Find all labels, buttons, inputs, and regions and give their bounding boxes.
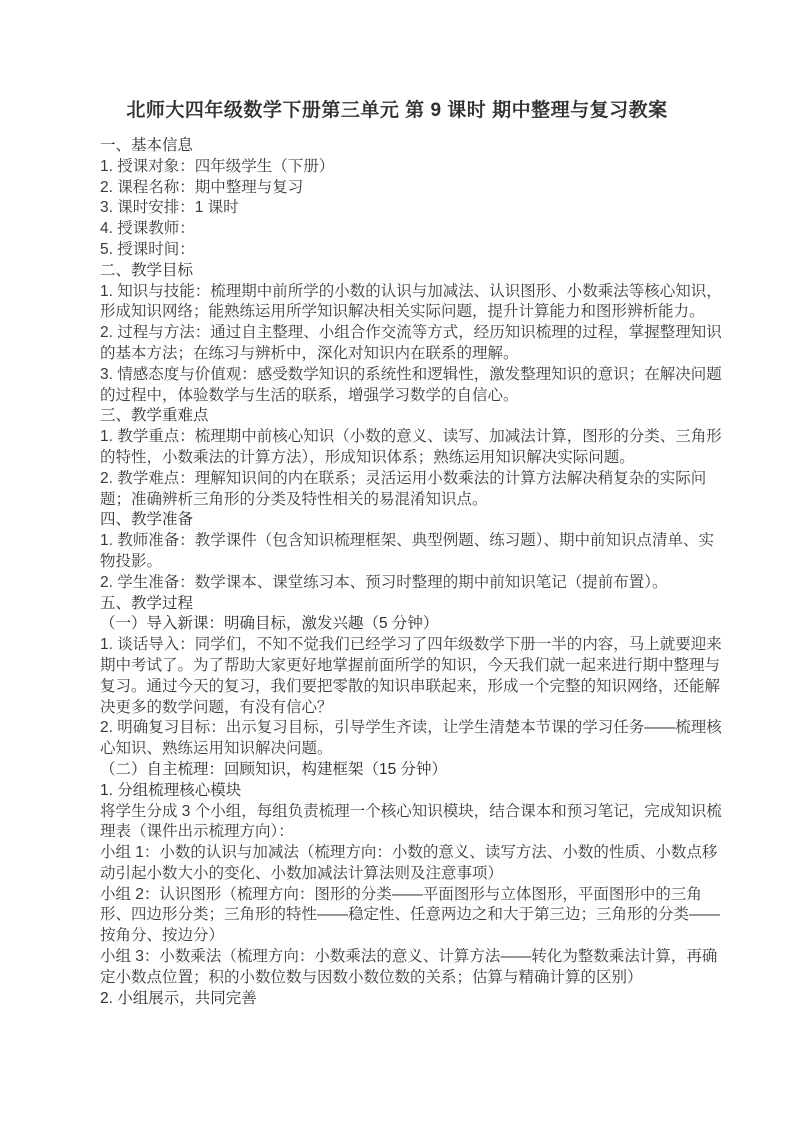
part1-talk-introduction: 1. 谈话导入：同学们，不知不觉我们已经学习了四年级数学下册一半的内容，马上就要迎来期中考试了。为了帮助大家更好地掌握前面所学的知识，今天我们就一起来进行期中整理与复习。通过今天的复习，我们要把零散的知识串联起来，形成一个完整的知识网络，还能解决更多的数学问题，有没有信心？ <box>100 636 722 716</box>
basic-info-item-time: 5. 授课时间： <box>100 240 195 258</box>
part2-step1-intro: 将学生分成 3 个小组，每组负责梳理一个核心知识模块，结合课本和预习笔记，完成知识梳理表（课件出示梳理方向）： <box>100 802 722 841</box>
basic-info-item-course-name: 2. 课程名称：期中整理与复习 <box>100 178 304 196</box>
part2-group2-task: 小组 2：认识图形（梳理方向：图形的分类——平面图形与立体图形，平面图形中的三角形、四边形分类；三角形的特性——稳定性、任意两边之和大于第三边；三角形的分类——按角分、按边分） <box>100 885 721 945</box>
basic-info-item-teacher: 4. 授课教师： <box>100 220 195 238</box>
objective-knowledge-skills: 1. 知识与技能：梳理期中前所学的小数的认识与加减法、认识图形、小数乘法等核心知识，形成知识网络；能熟练运用所学知识解决相关实际问题，提升计算能力和图形辨析能力。 <box>100 282 722 321</box>
part2-step1-heading: 1. 分组梳理核心模块 <box>100 781 242 799</box>
process-part2-heading: （二）自主梳理：回顾知识，构建框架（15 分钟） <box>100 760 448 778</box>
basic-info-item-periods: 3. 课时安排：1 课时 <box>100 199 239 217</box>
student-preparation: 2. 学生准备：数学课本、课堂练习本、预习时整理的期中前知识笔记（提前布置）。 <box>100 573 668 591</box>
objective-attitude-values: 3. 情感态度与价值观：感受数学知识的系统性和逻辑性，激发整理知识的意识；在解决问题的过程中，体验数学与生活的联系，增强学习数学的自信心。 <box>100 365 722 404</box>
teaching-focus: 1. 教学重点：梳理期中前核心知识（小数的意义、读写、加减法计算，图形的分类、三角形的特性，小数乘法的计算方法），形成知识体系；熟练运用知识解决实际问题。 <box>100 428 722 466</box>
section-heading-objectives: 二、教学目标 <box>100 261 194 279</box>
section-heading-key-points: 三、教学重难点 <box>100 407 209 425</box>
teaching-difficulty: 2. 教学难点：理解知识间的内在联系；灵活运用小数乘法的计算方法解决稍复杂的实际问题；准确辨析三角形的分类及特性相关的易混淆知识点。 <box>100 469 707 508</box>
teacher-preparation: 1. 教师准备：教学课件（包含知识梳理框架、典型例题、练习题）、期中前知识点清单、实物投影。 <box>100 532 714 570</box>
part2-group1-task: 小组 1：小数的认识与加减法（梳理方向：小数的意义、读写方法、小数的性质、小数点移动引起小数大小的变化、小数加减法计算法则及注意事项） <box>100 844 718 882</box>
basic-info-item-audience: 1. 授课对象：四年级学生（下册） <box>100 157 335 175</box>
part2-group3-task: 小组 3：小数乘法（梳理方向：小数乘法的意义、计算方法——转化为整数乘法计算，再确定小数点位置；积的小数位数与因数小数位数的关系；估算与精确计算的区别） <box>100 948 718 986</box>
document-title: 北师大四年级数学下册第三单元 第 9 课时 期中整理与复习教案 <box>126 100 668 121</box>
section-heading-process: 五、教学过程 <box>100 594 194 612</box>
section-heading-basic-info: 一、基本信息 <box>100 137 194 154</box>
part1-review-goal: 2. 明确复习目标：出示复习目标，引导学生齐读，让学生清楚本节课的学习任务——梳理核心知识、熟练运用知识解决问题。 <box>100 719 722 758</box>
section-heading-preparation: 四、教学准备 <box>100 511 194 529</box>
part2-step2-heading: 2. 小组展示，共同完善 <box>100 989 257 1007</box>
document-body <box>100 136 722 1009</box>
objective-process-methods: 2. 过程与方法：通过自主整理、小组合作交流等方式，经历知识梳理的过程，掌握整理知识的基本方法；在练习与辨析中，深化对知识内在联系的理解。 <box>100 324 722 362</box>
process-part1-heading: （一）导入新课：明确目标，激发兴趣（5 分钟） <box>100 615 439 633</box>
